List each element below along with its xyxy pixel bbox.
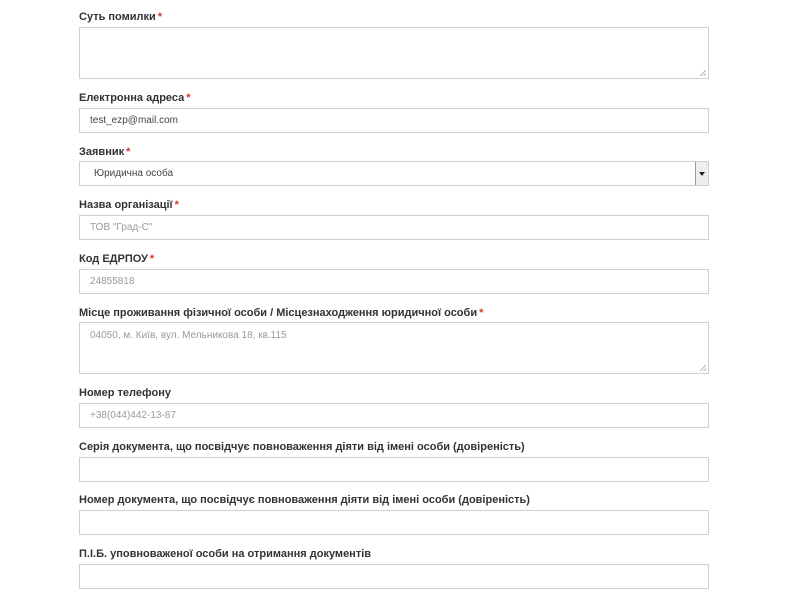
applicant-label: Заявник * [79, 146, 131, 158]
doc-series-label: Серія документа, що посвідчує повноваження діяти від імені особи (довіреність) [79, 441, 525, 453]
resize-grip-icon[interactable] [700, 365, 706, 371]
org-name-placeholder: ТОВ "Град-С" [90, 222, 153, 233]
chevron-down-icon[interactable] [695, 162, 708, 185]
applicant-select[interactable] [79, 161, 709, 186]
org-name-input[interactable] [79, 215, 709, 240]
edrpou-input[interactable] [79, 269, 709, 294]
required-marker: * [186, 92, 191, 104]
edrpou-label: Код ЕДРПОУ * [79, 253, 155, 265]
address-label: Місце проживання фізичної особи / Місцезнаходження юридичної особи * [79, 307, 484, 319]
required-marker: * [479, 307, 484, 319]
address-textarea[interactable] [79, 322, 709, 374]
required-marker: * [157, 11, 163, 23]
doc-number-label: Номер документа, що посвідчує повноваження діяти від імені особи (довіреність) [79, 494, 530, 506]
email-value: test_ezp@mail.com [90, 115, 178, 126]
phone-input[interactable] [79, 403, 709, 428]
error-essence-label: Суть помилки * [79, 11, 163, 23]
authorized-name-label: П.І.Б. уповноваженої особи на отримання документів [79, 548, 372, 560]
phone-label: Номер телефону [79, 387, 171, 399]
email-input[interactable] [79, 108, 709, 133]
org-name-label: Назва організації * [79, 199, 179, 211]
required-marker: * [174, 199, 179, 211]
address-placeholder: 04050, м. Київ, вул. Мельникова 18, кв.115 [90, 330, 287, 341]
edrpou-placeholder: 24855818 [90, 276, 135, 287]
resize-grip-icon[interactable] [700, 70, 706, 76]
error-essence-textarea[interactable] [79, 27, 709, 79]
phone-placeholder: +38(044)442-13-87 [90, 410, 176, 421]
doc-series-input[interactable] [79, 457, 709, 482]
applicant-selected-value: Юридична особа [94, 168, 174, 179]
required-marker: * [126, 146, 131, 158]
email-label: Електронна адреса * [79, 92, 191, 104]
required-marker: * [149, 253, 155, 265]
authorized-name-input[interactable] [79, 564, 709, 589]
doc-number-input[interactable] [79, 510, 709, 535]
